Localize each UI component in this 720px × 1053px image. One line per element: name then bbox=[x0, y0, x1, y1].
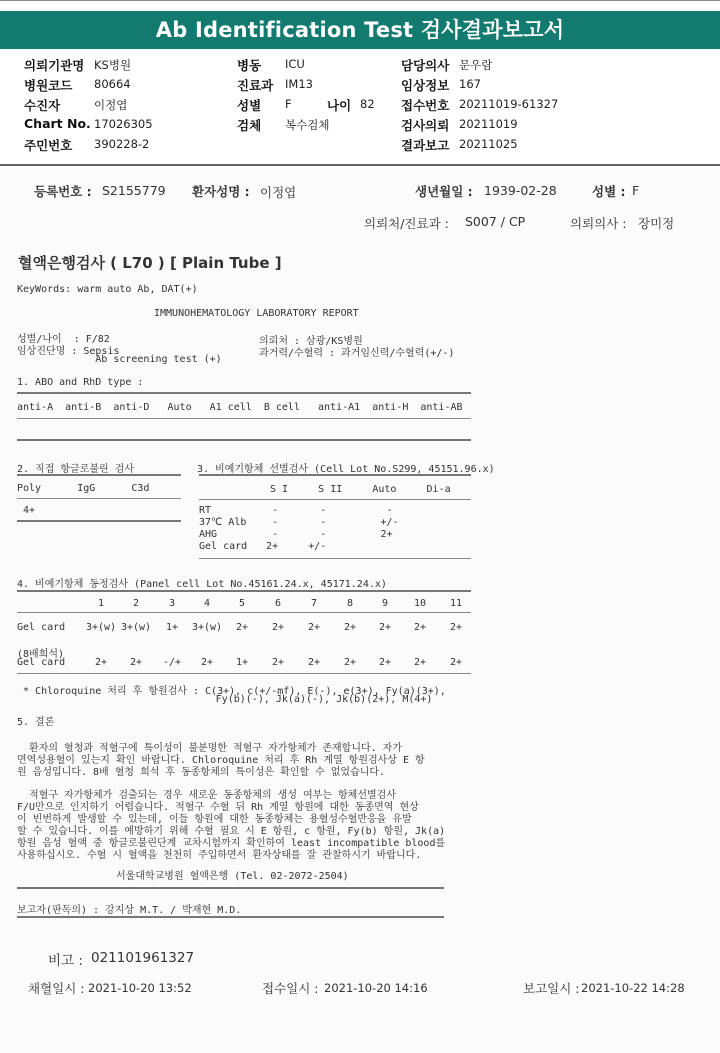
birthdate-value: 1939-02-28 bbox=[484, 183, 557, 198]
dat-section-title: 2. 직접 항글로불린 검사 bbox=[17, 464, 135, 475]
screening-line: Ab screening test (+) bbox=[17, 354, 222, 365]
note-value: 021101961327 bbox=[91, 950, 195, 966]
abo-section-title: 1. ABO and RhD type : bbox=[17, 377, 144, 388]
gel-card-diluted-result: 2+ bbox=[343, 657, 357, 668]
ward-value: ICU bbox=[285, 57, 305, 71]
identification-section-title: 4. 비예기항체 동정검사 (Panel cell Lot No.45161.24.x, 45171.24.x) bbox=[17, 579, 387, 590]
resident-no-label: 주민번호 bbox=[24, 138, 73, 153]
screening-row-label: RT bbox=[199, 505, 212, 516]
gel-card-diluted-result: -/+ bbox=[162, 657, 182, 668]
conclusion-line: 이 빈번하게 발생할 수 있는데, 이들 항원에 대한 동종항체는 용혈성수혈반응을 유발 bbox=[17, 814, 412, 825]
gel-card-result: 2+ bbox=[343, 622, 357, 633]
divider bbox=[17, 887, 444, 889]
divider bbox=[199, 474, 471, 476]
divider bbox=[17, 612, 471, 613]
report-sex-value: F bbox=[632, 183, 640, 198]
reported-value: 2021-10-22 14:28 bbox=[581, 981, 685, 995]
resident-no-value: 390228-2 bbox=[94, 137, 150, 151]
screening-row-values: 2+ +/- bbox=[248, 541, 327, 552]
gel-card-result: 2+ bbox=[449, 622, 463, 633]
divider bbox=[17, 673, 471, 674]
patient-value: 이정엽 bbox=[94, 98, 128, 112]
conclusion-line: 항원 음성 혈액 중 항글로불린단계 교차시험까지 확인하여 least incompatible blood를 bbox=[17, 838, 446, 849]
panel-column-number: 9 bbox=[381, 598, 389, 609]
chart-no-label: Chart No. bbox=[24, 116, 91, 131]
chloroquine-line-1: * Chloroquine 처리 후 항원검사 : C(3+), c(+/-mf), E(-), e(3+), Fy(a)(3+), bbox=[17, 686, 446, 697]
collected-value: 2021-10-20 13:52 bbox=[88, 981, 192, 995]
gel-card-diluted-result: 2+ bbox=[378, 657, 392, 668]
gel-card-result: 2+ bbox=[413, 622, 427, 633]
screening-row-values: - - - bbox=[248, 505, 393, 516]
keywords-line: KeyWords: warm auto Ab, DAT(+) bbox=[17, 284, 198, 295]
lab-report-title: IMMUNOHEMATOLOGY LABORATORY REPORT bbox=[154, 308, 359, 319]
reported-label: 보고일시 : bbox=[523, 981, 580, 996]
panel-column-number: 5 bbox=[238, 598, 246, 609]
hospital-code-value: 80664 bbox=[94, 77, 131, 91]
age-value: 82 bbox=[360, 97, 375, 111]
dat-result: 4+ bbox=[17, 505, 36, 516]
age-label: 나이 bbox=[327, 98, 352, 113]
screening-row-label: Gel card bbox=[199, 541, 248, 552]
patient-name-value: 이정엽 bbox=[260, 185, 297, 200]
screening-row-values: - - +/- bbox=[248, 517, 399, 528]
gel-card-result: 2+ bbox=[307, 622, 321, 633]
gel-card-result: 3+(w) bbox=[120, 622, 152, 633]
divider bbox=[17, 439, 471, 441]
specimen-value: 복수검체 bbox=[285, 118, 330, 132]
panel-column-number: 7 bbox=[310, 598, 318, 609]
dilution-label: (8배희석) bbox=[17, 649, 65, 660]
panel-column-number: 1 bbox=[97, 598, 105, 609]
birthdate-label: 생년월일 : bbox=[415, 184, 473, 199]
gel-card-diluted-result: 2+ bbox=[413, 657, 427, 668]
department-value: IM13 bbox=[285, 77, 313, 91]
test-request-value: 20211019 bbox=[459, 117, 518, 131]
requesting-doctor-label: 의뢰의사 : bbox=[570, 216, 627, 231]
screening-section-title: 3. 비예기항체 선별검사 (Cell Lot No.S299, 45151.96.x) bbox=[197, 464, 495, 475]
dat-table-header: Poly IgG C3d bbox=[17, 483, 150, 494]
note-label: 비고 : bbox=[48, 953, 83, 969]
reporter-line: 보고자(판독의) : 강지상 M.T. / 박재현 M.D. bbox=[17, 905, 242, 916]
gel-card-diluted-result: 2+ bbox=[129, 657, 143, 668]
exam-title: 혈액은행검사 ( L70 ) [ Plain Tube ] bbox=[18, 254, 282, 272]
conclusion-line: 면역성용혈이 있는지 확인 바랍니다. Chloroquine 처리 후 Rh 계열 항원검사상 E 항 bbox=[17, 755, 425, 766]
client-label: 의뢰기관명 bbox=[24, 58, 85, 73]
panel-column-number: 10 bbox=[413, 598, 427, 609]
report-sex-label: 성별 : bbox=[592, 184, 626, 199]
collected-label: 채혈일시 : bbox=[28, 981, 85, 996]
panel-column-number: 3 bbox=[168, 598, 176, 609]
gel-card-diluted-result: 2+ bbox=[271, 657, 285, 668]
requesting-dept-value: S007 / CP bbox=[465, 214, 526, 229]
received-label: 접수일시 : bbox=[262, 981, 319, 996]
result-report-value: 20211025 bbox=[459, 137, 518, 151]
panel-column-number: 6 bbox=[274, 598, 282, 609]
test-request-label: 검사의뢰 bbox=[401, 118, 450, 133]
department-label: 진료과 bbox=[237, 78, 274, 93]
sex-label: 성별 bbox=[237, 98, 262, 113]
conclusion-line: F/U만으로 인지하기 어렵습니다. 적혈구 수혈 뒤 Rh 계열 항원에 대한 동종면역 현상 bbox=[17, 802, 419, 813]
gel-card-diluted-result: 2+ bbox=[200, 657, 214, 668]
hospital-line: 서울대학교병원 혈액은행 (Tel. 02-2072-2504) bbox=[116, 871, 349, 882]
report-title: Ab Identification Test 검사결과보고서 bbox=[0, 11, 720, 49]
client-value: KS병원 bbox=[94, 58, 132, 72]
divider bbox=[199, 558, 471, 559]
conclusion-line: 적혈구 자가항체가 검출되는 경우 새로운 동종항체의 생성 여부는 항체선별검사 bbox=[17, 790, 396, 801]
request-info-block bbox=[0, 52, 720, 164]
gel-card-diluted-result: 2+ bbox=[94, 657, 108, 668]
client-line: 의뢰처 : 삼광/KS병원 bbox=[259, 336, 363, 347]
gel-card-result: 3+(w) bbox=[85, 622, 117, 633]
patient-label: 수진자 bbox=[24, 98, 61, 113]
accession-no-value: 20211019-61327 bbox=[459, 97, 559, 111]
divider bbox=[17, 590, 471, 592]
hospital-code-label: 병원코드 bbox=[24, 78, 73, 93]
divider bbox=[17, 418, 471, 419]
accession-no-label: 접수번호 bbox=[401, 98, 450, 113]
requesting-doctor-value: 장미정 bbox=[638, 216, 675, 231]
gel-card-diluted-result: 1+ bbox=[235, 657, 249, 668]
conclusion-line: 사용하십시오. 수혈 시 혈액을 천천히 주입하면서 환자상태를 잘 관찰하시기 바랍니다. bbox=[17, 850, 422, 861]
gel-card-result: 3+(w) bbox=[191, 622, 223, 633]
conclusion-line: 할 수 있습니다. 이를 예방하기 위해 수혈 필요 시 E 항원, c 항원, Fy(b) 항원, Jk(a) bbox=[17, 826, 446, 837]
sex-age-line: 성별/나이 : F/82 bbox=[17, 334, 110, 345]
registration-value: S2155779 bbox=[102, 183, 166, 198]
doctor-in-charge-label: 담당의사 bbox=[401, 58, 450, 73]
gel-card-result: 2+ bbox=[378, 622, 392, 633]
specimen-label: 검체 bbox=[237, 118, 262, 133]
divider bbox=[17, 520, 181, 522]
chart-no-value: 17026305 bbox=[94, 117, 153, 131]
conclusion-line: 환자의 혈청과 적혈구에 특이성이 불분명한 적혈구 자가항체가 존재합니다. 자가 bbox=[17, 743, 403, 754]
patient-name-label: 환자성명 : bbox=[192, 184, 250, 199]
abo-table-header: anti-A anti-B anti-D Auto A1 cell B cell anti-A1 anti-H anti-AB bbox=[17, 402, 463, 413]
gel-card-result: 1+ bbox=[165, 622, 179, 633]
divider bbox=[17, 392, 471, 394]
diagnosis-line: 임상진단명 : Sepsis bbox=[17, 346, 120, 357]
gel-card-diluted-label: Gel card bbox=[17, 657, 66, 668]
divider bbox=[17, 474, 181, 476]
screening-table-header: S I S II Auto Di-a bbox=[270, 484, 451, 495]
scanned-lab-report bbox=[0, 168, 720, 1053]
conclusion-line: 원 음성입니다. 8배 혈청 희석 후 동종항체의 특이성은 확인할 수 없었습니다. bbox=[17, 767, 386, 778]
divider bbox=[17, 498, 181, 499]
chloroquine-line-2: Fy(b)(-), Jk(a)(-), Jk(b)(2+), M(4+) bbox=[17, 694, 433, 705]
screening-row-label: AHG bbox=[199, 529, 218, 540]
gel-card-result: 2+ bbox=[271, 622, 285, 633]
gel-card-diluted-result: 2+ bbox=[307, 657, 321, 668]
result-report-label: 결과보고 bbox=[401, 138, 450, 153]
gel-card-diluted-result: 2+ bbox=[449, 657, 463, 668]
panel-column-number: 2 bbox=[132, 598, 140, 609]
divider bbox=[199, 499, 471, 500]
panel-column-number: 4 bbox=[203, 598, 211, 609]
clinical-info-label: 임상정보 bbox=[401, 78, 450, 93]
gel-card-result: 2+ bbox=[235, 622, 249, 633]
gel-card-label: Gel card bbox=[17, 622, 66, 633]
registration-label: 등록번호 : bbox=[34, 184, 92, 199]
screening-row-label: 37℃ Alb bbox=[199, 517, 247, 528]
panel-column-number: 8 bbox=[346, 598, 354, 609]
received-value: 2021-10-20 14:16 bbox=[324, 981, 428, 995]
requesting-dept-label: 의뢰처/진료과 : bbox=[364, 216, 449, 231]
history-line: 과거력/수혈력 : 과거임신력/수혈력(+/-) bbox=[259, 348, 455, 359]
info-divider bbox=[0, 164, 720, 166]
conclusion-title: 5. 결론 bbox=[17, 717, 55, 728]
clinical-info-value: 167 bbox=[459, 77, 481, 91]
panel-column-number: 11 bbox=[449, 598, 463, 609]
divider bbox=[17, 916, 444, 918]
sex-value: F bbox=[285, 97, 292, 111]
screening-row-values: - - 2+ bbox=[248, 529, 393, 540]
ward-label: 병동 bbox=[237, 58, 262, 73]
doctor-in-charge-value: 문우람 bbox=[459, 58, 493, 72]
